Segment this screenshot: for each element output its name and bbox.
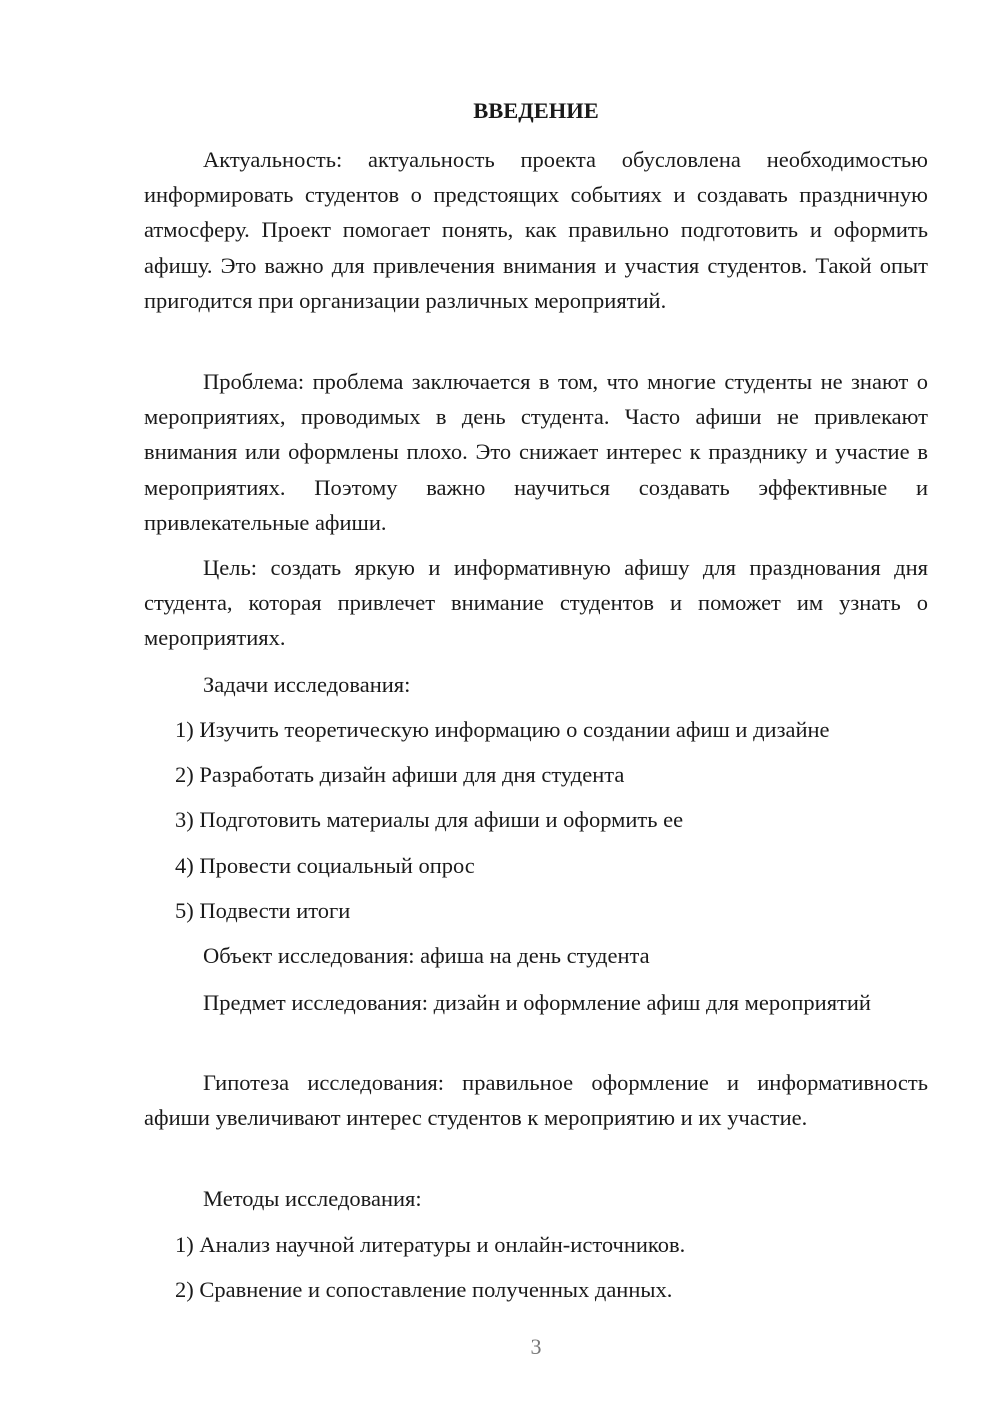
paragraph-relevance: Актуальность: актуальность проекта обусловлена необходимостью информировать студентов о предстоящих событиях и создавать праздничную атмосферу. Проект помогает понять, как правильно подготовить и оформить афишу. Это важно для привлечения внимания и участия студентов. Такой опыт пригодится при организации различных мероприятий. [144,147,928,313]
paragraph-goal: Цель: создать яркую и информативную афишу для празднования дня студента, которая привлечет внимание студентов и поможет им узнать о мероприятиях. [144,555,928,651]
task-item-3: 3) Подготовить материалы для афиши и оформить ее [175,807,684,832]
task-item-2: 2) Разработать дизайн афиши для дня студента [175,762,625,787]
methods-title: Методы исследования: [203,1186,422,1211]
page-number: 3 [530,1334,542,1359]
page-heading: ВВЕДЕНИЕ [473,98,599,123]
task-item-5: 5) Подвести итоги [175,898,351,923]
task-item-4: 4) Провести социальный опрос [175,853,475,878]
paragraph-subject: Предмет исследования: дизайн и оформление афиш для мероприятий [203,990,871,1015]
paragraph-hypothesis: Гипотеза исследования: правильное оформление и информативность афиши увеличивают интерес студентов к мероприятию и их участие. [144,1070,928,1131]
task-item-1: 1) Изучить теоретическую информацию о создании афиш и дизайне [175,717,830,742]
paragraph-object: Объект исследования: афиша на день студента [203,943,650,968]
paragraph-problem: Проблема: проблема заключается в том, что многие студенты не знают о мероприятиях, проводимых в день студента. Часто афиши не привлекают внимания или оформлены плохо. Это снижает интерес к празднику и участие в мероприятиях. Поэтому важно научиться создавать эффективные и привлекательные афиши. [144,369,928,535]
method-item-1: 1) Анализ научной литературы и онлайн-источников. [175,1232,686,1257]
tasks-title: Задачи исследования: [203,672,411,697]
method-item-2: 2) Сравнение и сопоставление полученных данных. [175,1277,673,1302]
